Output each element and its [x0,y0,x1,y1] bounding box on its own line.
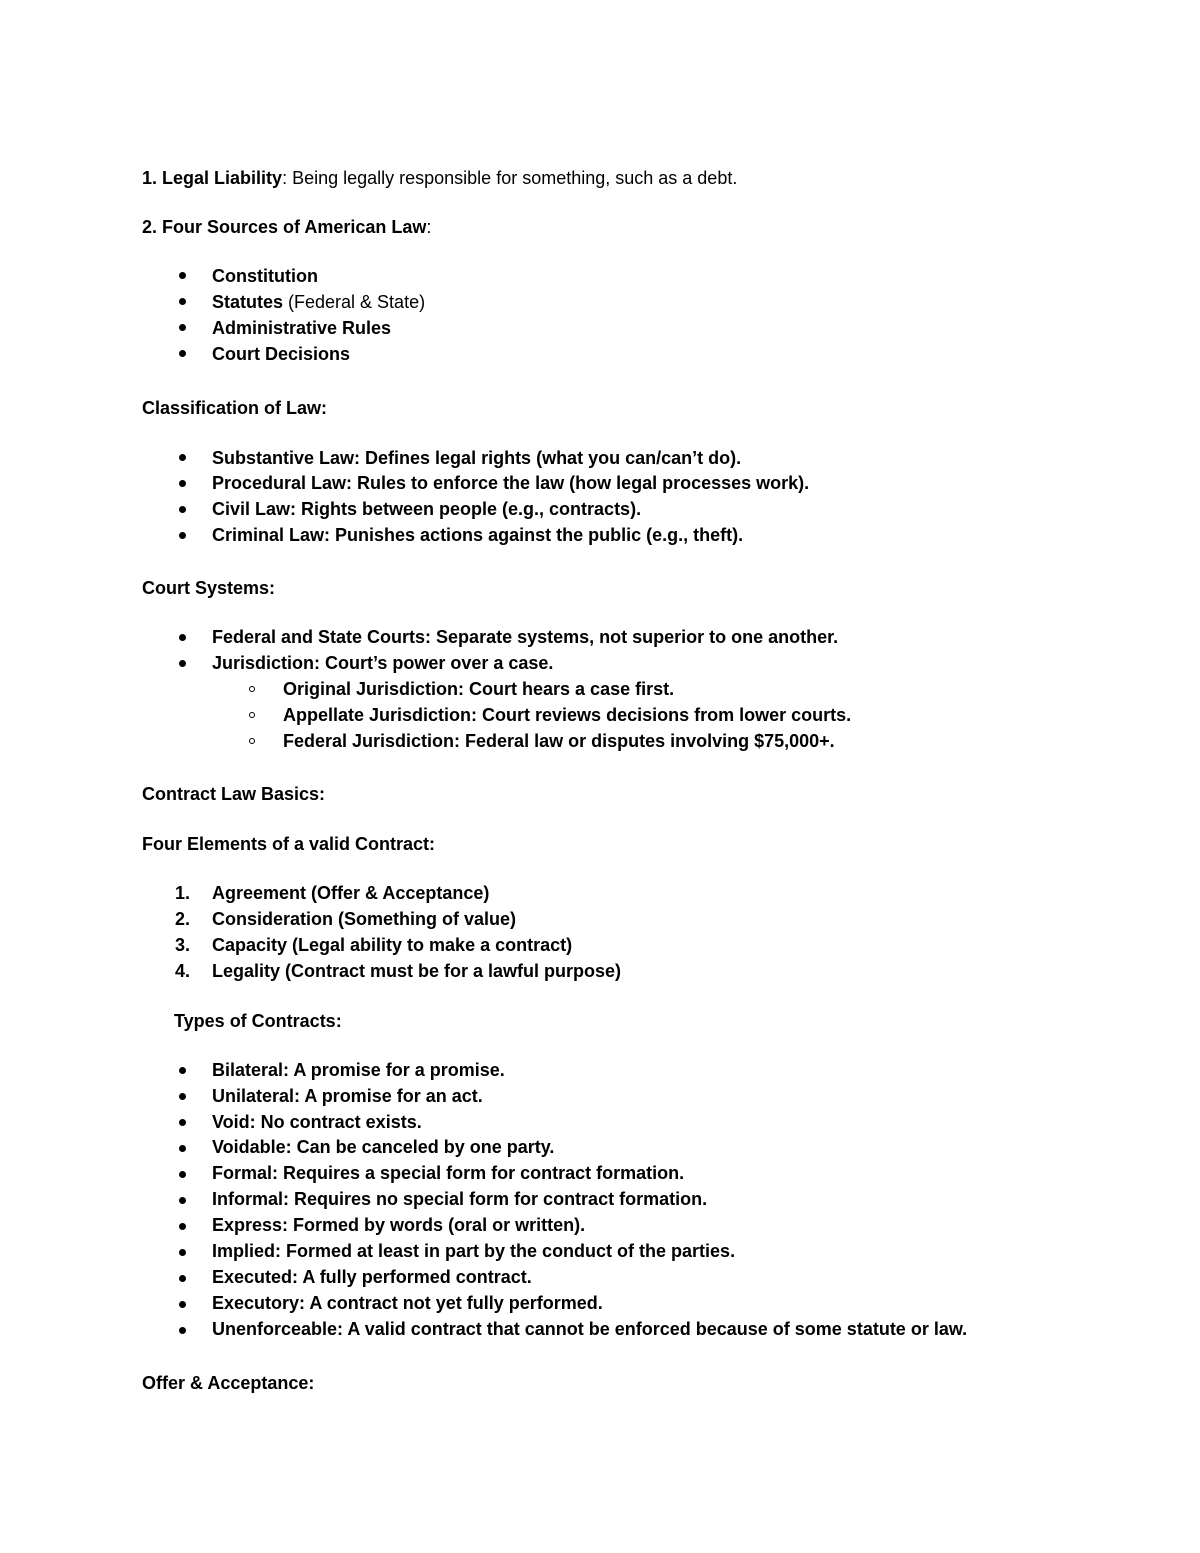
heading-classification: Classification of Law: [142,398,328,418]
sub-list-item: Appellate Jurisdiction: Court reviews decisions from lower courts. [283,705,852,725]
bullet-icon [179,272,186,279]
bullet-icon [179,660,186,667]
list-item: Void: No contract exists. [212,1112,422,1132]
list-item [212,291,425,313]
hollow-bullet-icon [249,712,255,718]
bullet-icon [179,1197,186,1204]
heading-types-of-contracts: Types of Contracts: [174,1011,342,1031]
heading-contract-law-basics: Contract Law Basics: [142,784,326,804]
item-number: 1. [142,168,158,188]
list-item: Formal: Requires a special form for contract formation. [212,1163,685,1183]
bullet-icon [179,1327,186,1334]
list-number: 4. [175,961,191,981]
list-item: Unilateral: A promise for an act. [212,1086,483,1106]
bullet-icon [179,1275,186,1282]
list-item: Federal and State Courts: Separate systems, not superior to one another. [212,627,839,647]
bullet-icon [179,298,186,305]
list-item: Informal: Requires no special form for contract formation. [212,1189,708,1209]
list-item-bold: Statutes [212,292,284,312]
list-item: Criminal Law: Punishes actions against the public (e.g., theft). [212,525,744,545]
numbered-list-item: Agreement (Offer & Acceptance) [212,883,490,903]
heading-court-systems: Court Systems: [142,578,276,598]
list-item: Voidable: Can be canceled by one party. [212,1137,555,1157]
bullet-icon [179,1119,186,1126]
heading-text: 2. Four Sources of American Law [142,217,427,237]
list-item-bold: Constitution [212,266,318,286]
list-item-bold: Court Decisions [212,344,351,364]
numbered-list-item: Consideration (Something of value) [212,909,517,929]
heading-colon: : [426,217,432,237]
bullet-icon [179,1223,186,1230]
bullet-icon [179,1301,186,1308]
hollow-bullet-icon [249,686,255,692]
term-legal-liability: Legal Liability [162,168,283,188]
list-item-normal: (Federal & State) [283,292,426,312]
list-item: Jurisdiction: Court’s power over a case. [212,653,554,673]
list-item: Executory: A contract not yet fully performed. [212,1293,603,1313]
bullet-icon [179,1171,186,1178]
heading-four-sources [142,216,431,238]
list-item: Executed: A fully performed contract. [212,1267,532,1287]
list-number: 3. [175,935,191,955]
list-item [212,265,318,287]
bullet-icon [179,506,186,513]
sub-list-item: Original Jurisdiction: Court hears a case first. [283,679,675,699]
list-item: Bilateral: A promise for a promise. [212,1060,505,1080]
bullet-icon [179,634,186,641]
hollow-bullet-icon [249,738,255,744]
list-item: Unenforceable: A valid contract that cannot be enforced because of some statute or law. [212,1319,968,1339]
list-number: 1. [175,883,191,903]
list-item: Express: Formed by words (oral or written). [212,1215,586,1235]
definition-text: : Being legally responsible for something, such as a debt. [282,168,738,188]
bullet-icon [179,454,186,461]
list-item: Procedural Law: Rules to enforce the law (how legal processes work). [212,473,810,493]
list-item: Substantive Law: Defines legal rights (what you can/can’t do). [212,448,742,468]
list-number: 2. [175,909,191,929]
bullet-icon [179,324,186,331]
definition-legal-liability [142,167,737,189]
numbered-list-item: Capacity (Legal ability to make a contract) [212,935,573,955]
list-item [212,317,391,339]
heading-four-elements: Four Elements of a valid Contract: [142,834,436,854]
list-item [212,343,350,365]
bullet-icon [179,1093,186,1100]
list-item: Civil Law: Rights between people (e.g., contracts). [212,499,642,519]
bullet-icon [179,350,186,357]
numbered-list-item: Legality (Contract must be for a lawful purpose) [212,961,622,981]
bullet-icon [179,1067,186,1074]
bullet-icon [179,1145,186,1152]
list-item: Implied: Formed at least in part by the conduct of the parties. [212,1241,736,1261]
sub-list-item: Federal Jurisdiction: Federal law or disputes involving $75,000+. [283,731,835,751]
list-item-bold: Administrative Rules [212,318,392,338]
bullet-icon [179,480,186,487]
heading-offer-acceptance: Offer & Acceptance: [142,1373,315,1393]
bullet-icon [179,532,186,539]
bullet-icon [179,1249,186,1256]
